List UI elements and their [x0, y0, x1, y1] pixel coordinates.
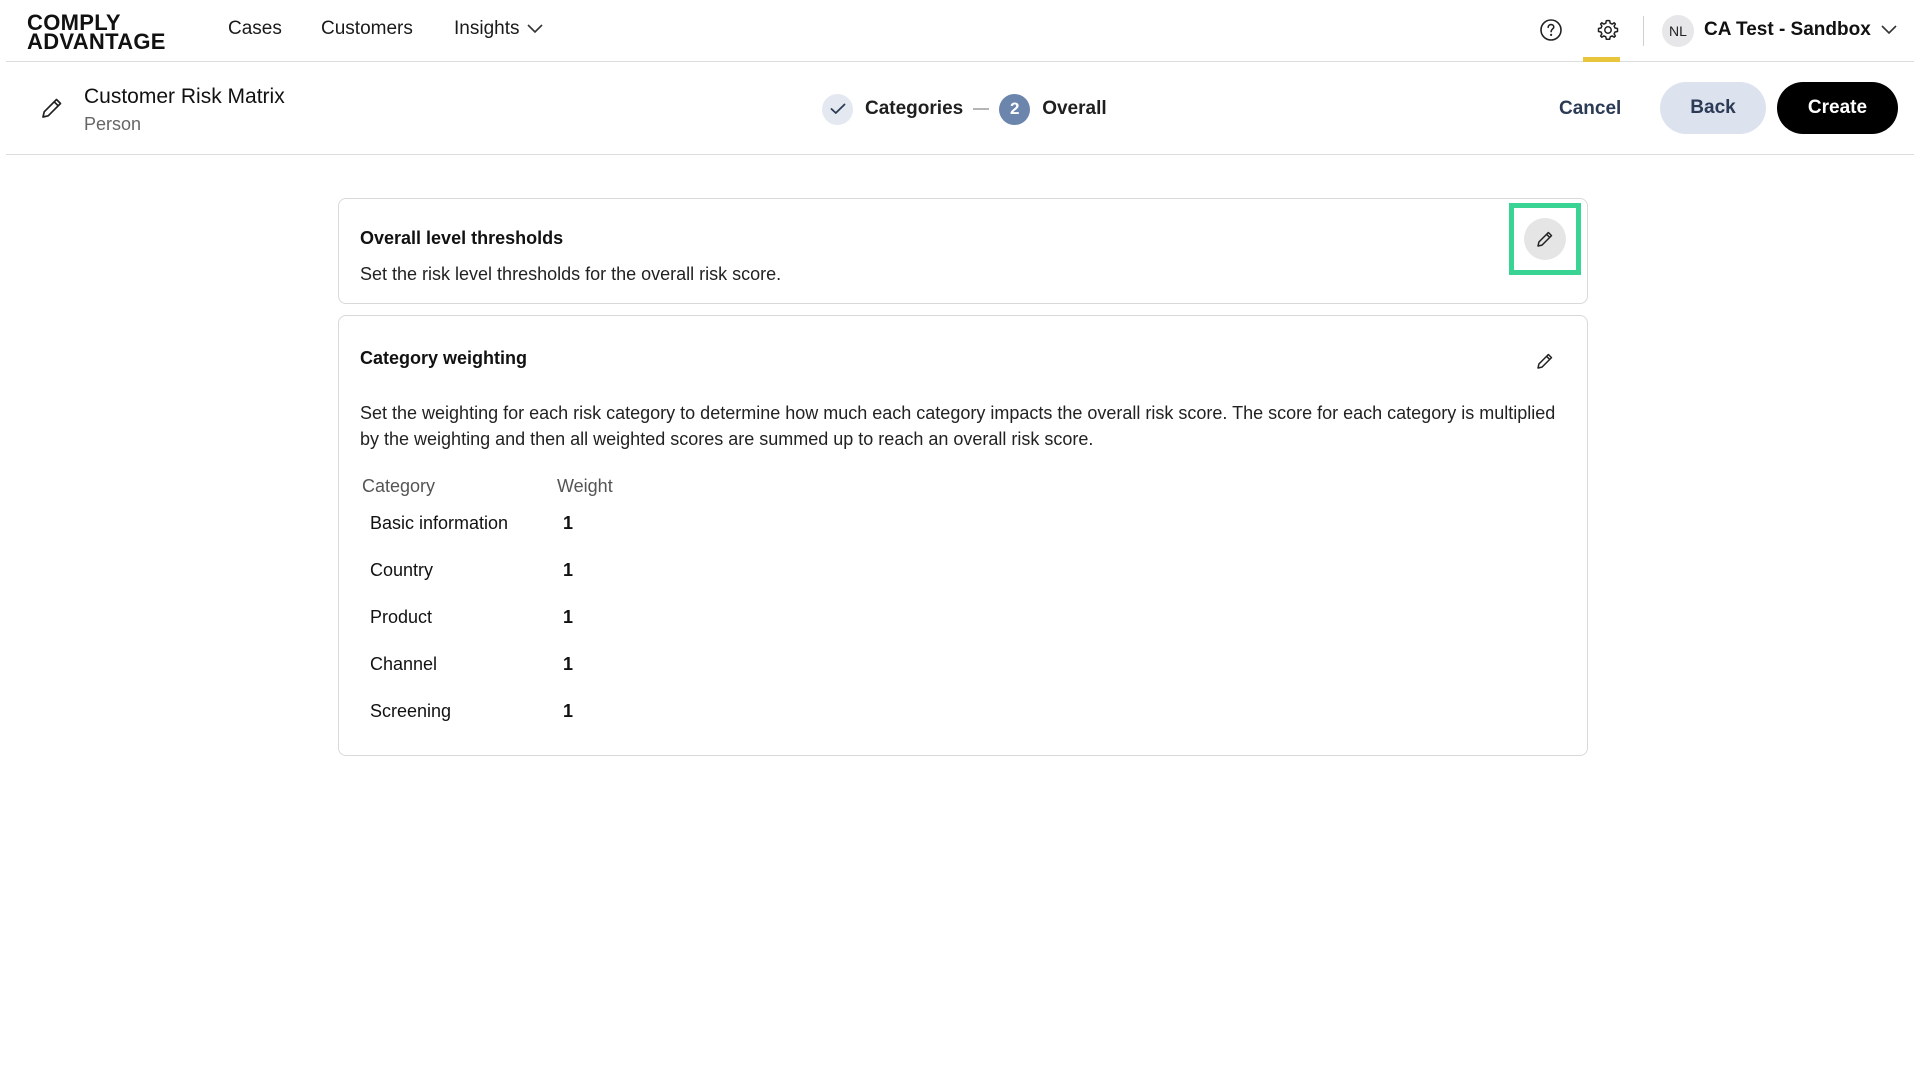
- table-row: [362, 560, 762, 590]
- help-button[interactable]: [1537, 16, 1565, 44]
- thresholds-card: [338, 198, 1588, 304]
- page-title: Customer Risk Matrix: [84, 85, 285, 108]
- table-row: [362, 654, 762, 684]
- cancel-button[interactable]: Cancel: [1539, 84, 1641, 134]
- weighting-title: Category weighting: [360, 348, 528, 368]
- gear-icon: [1596, 18, 1620, 42]
- logo-line-2: ADVANTAGE: [27, 29, 166, 54]
- account-switcher[interactable]: [1704, 19, 1897, 41]
- category-cell: Product: [370, 607, 433, 627]
- check-icon: [830, 103, 846, 115]
- help-icon: [1539, 18, 1563, 42]
- avatar-initials: NL: [1669, 23, 1687, 39]
- category-cell: Country: [370, 560, 434, 580]
- stepper: [822, 93, 1107, 125]
- category-cell: Basic information: [370, 513, 509, 533]
- weight-cell: 1: [563, 701, 574, 721]
- settings-button[interactable]: [1594, 16, 1622, 44]
- logo-line-1: COMPLY: [27, 10, 121, 35]
- weighting-description: Set the weighting for each risk category to determine how much each category impacts the overall risk score. The score for each category is multiplied by the weighting and then all weighted scores are summed up to reach an overall risk score.: [360, 403, 1556, 449]
- nav-item-label: Cases: [228, 18, 282, 39]
- weight-cell: 1: [563, 607, 574, 627]
- comply-advantage-logo[interactable]: [27, 10, 166, 54]
- matrix-header: [6, 62, 1914, 155]
- table-row: [362, 701, 762, 731]
- nav-item-customers[interactable]: [321, 18, 413, 40]
- page-subtitle: Person: [84, 114, 142, 134]
- nav-divider: [1643, 16, 1644, 46]
- column-header-category: Category: [362, 476, 436, 496]
- category-cell: Channel: [370, 654, 438, 674]
- step-connector: [973, 108, 989, 110]
- weight-cell: 1: [563, 654, 574, 674]
- edit-thresholds-button[interactable]: [1524, 218, 1566, 260]
- thresholds-description: Set the risk level thresholds for the overall risk score.: [360, 264, 782, 284]
- nav-item-cases[interactable]: [228, 18, 282, 40]
- table-row: [362, 607, 762, 637]
- edit-thresholds-highlight: [1509, 203, 1581, 275]
- weighting-card: [338, 315, 1588, 756]
- weight-cell: 1: [563, 560, 574, 580]
- nav-item-label: Customers: [321, 18, 413, 39]
- edit-name-button[interactable]: [39, 95, 67, 123]
- step-number: 2: [999, 94, 1030, 125]
- table-row: [362, 513, 762, 543]
- step-categories[interactable]: Categories: [865, 98, 964, 119]
- column-header-weight: Weight: [557, 476, 613, 496]
- step-overall[interactable]: Overall: [1042, 98, 1107, 119]
- back-button[interactable]: Back: [1660, 82, 1766, 134]
- chevron-down-icon: [527, 24, 543, 34]
- step-complete-indicator: [822, 94, 853, 125]
- weight-cell: 1: [563, 513, 574, 533]
- avatar[interactable]: [1662, 15, 1694, 47]
- account-name: CA Test - Sandbox: [1704, 19, 1871, 40]
- nav-item-label: Insights: [454, 18, 520, 39]
- create-button[interactable]: Create: [1777, 82, 1898, 134]
- edit-weighting-button[interactable]: [1524, 340, 1566, 382]
- top-navigation: [6, 0, 1914, 62]
- nav-item-insights[interactable]: [454, 18, 543, 40]
- chevron-down-icon: [1881, 25, 1897, 35]
- pencil-icon: [39, 95, 65, 121]
- pencil-icon: [1535, 351, 1555, 371]
- pencil-icon: [1535, 229, 1555, 249]
- category-cell: Screening: [370, 701, 452, 721]
- thresholds-title: Overall level thresholds: [360, 228, 564, 248]
